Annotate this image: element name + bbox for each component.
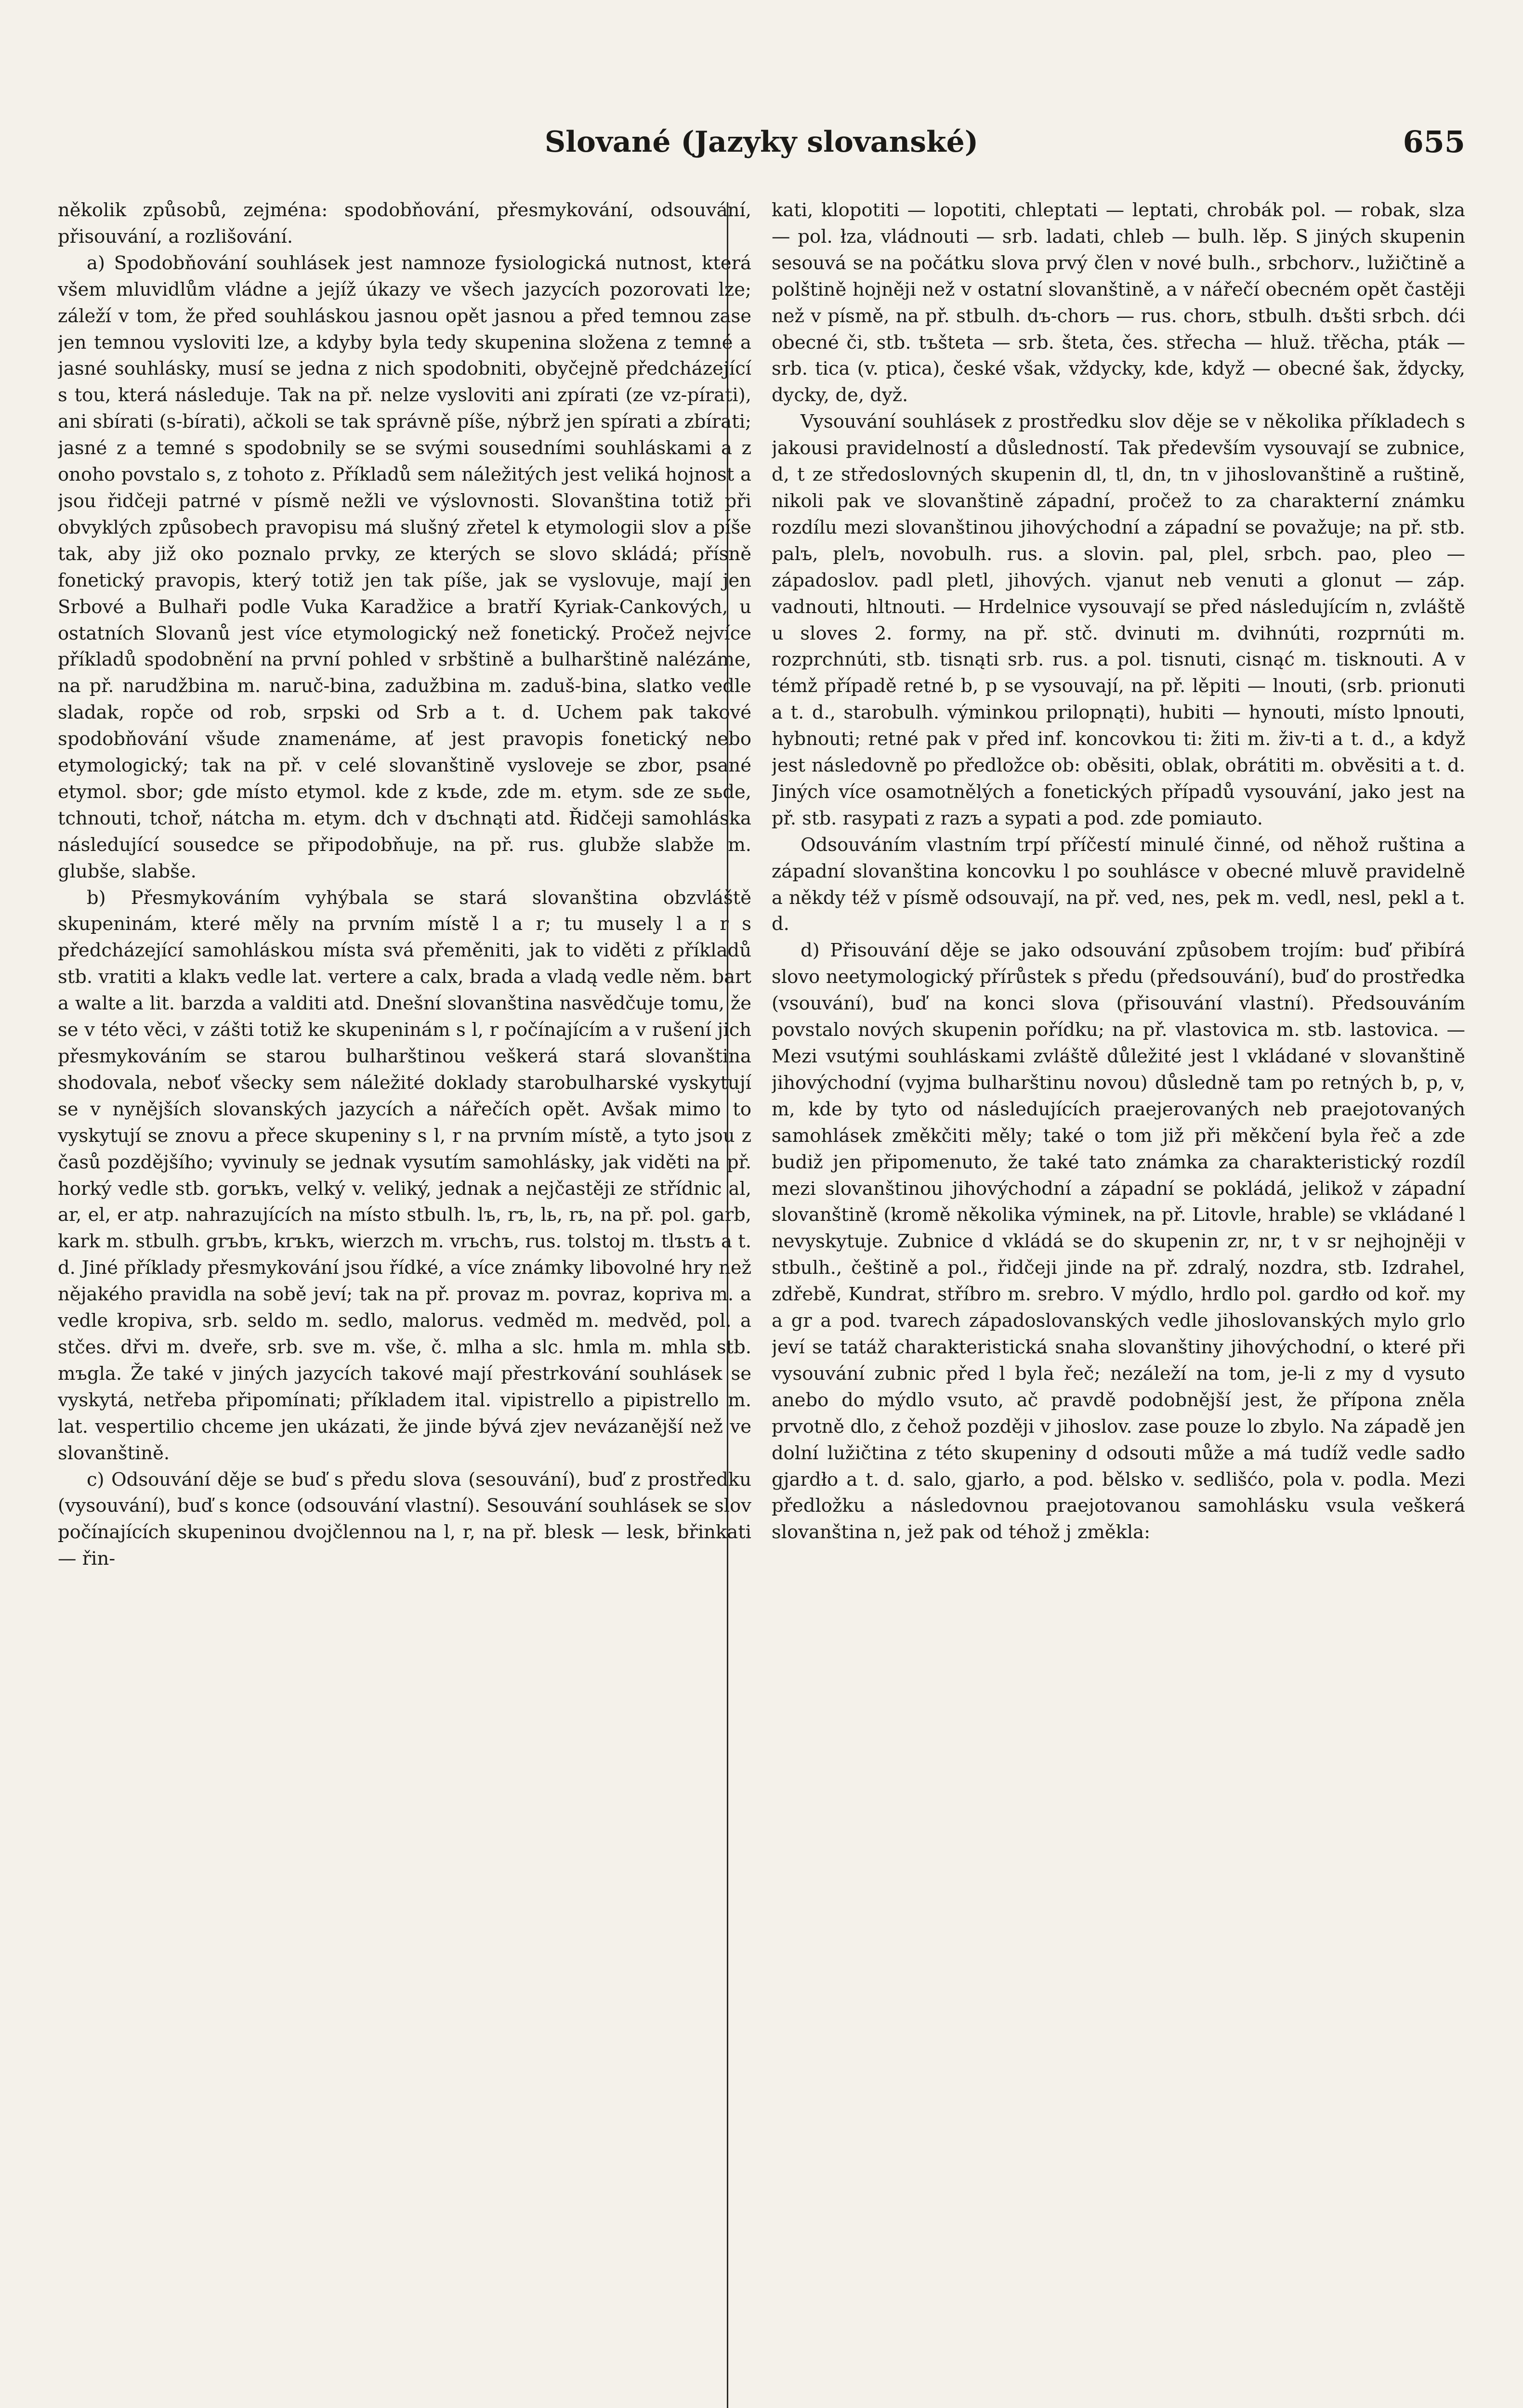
page-number: 655: [1403, 124, 1465, 159]
paragraph: kati, klopotiti — lopotiti, chleptati — leptati, chrobák pol. — robak, slza — pol. łza, vládnouti — srb. ladati, chleb — bulh. lěp. S jiných skupenin sesouvá se na počátku slova prvý člen v nové bulh., srbchorv., lužičtině a polštině hojněji než v ostatní slovanštině, a v nářečí obecném opět častěji než v písmě, na př. stbulh. dъ-chorь — rus. chorь, stbulh. dъšti srbch. dći obecné či, stb. tъšteta — srb. šteta, čes. střecha — hluž. třěcha, pták — srb. tica (v. ptica), české však, vždycky, kde, když — obecné šak, ždycky, dycky, de, dyž.: [772, 199, 1465, 406]
paragraph: Vysouvání souhlásek z prostředku slov děje se v několika příkladech s jakousi pravidelností a důsledností. Tak především vysouvají se zubnice, d, t ze středoslovných skupenin dl, tl, dn, tn v jihoslovanštině a ruštině, nikoli pak ve slovanštině západní, pročež to za charakterní známku rozdílu mezi slovanštinou jihovýchodní a západní se považuje; na př. stb. palъ, plelъ, novobulh. rus. a slovin. pal, plel, srbch. pao, pleo — západoslov. padl pletl, jihových. vjanut neb venuti a glonut — záp. vadnouti, hltnouti. — Hrdelnice vysouvají se před následujícím n, zvláště u sloves 2. formy, na př. stč. dvinuti m. dvihnúti, rozprnúti m. rozprchnúti, stb. tisnąti srb. rus. a pol. tisnuti, cisnąć m. tisknouti. A v témž případě retné b, p se vysouvají, na př. lěpiti — lnouti, (srb. prionuti a t. d., starobulh. výminkou prilopnąti), hubiti — hynouti, místo lpnouti, hybnouti; retné pak v před inf. koncovkou ti: žiti m. živ-ti a t. d., a když jest následovně po předložce ob: oběsiti, oblak, obrátiti m. obvěsiti a t. d. Jiných více osamotnělých a fonetických případů vysouvání, jako jest na př. stb. rasypati z razъ a sypati a pod. zde pomiauto.: [772, 411, 1465, 829]
paragraph: c) Odsouvání děje se buď s předu slova (sesouvání), buď z prostředku (vysouvání), buď s konce (odsouvání vlastní). Sesouvání souhlásek se slov počínajících skupeninou dvojčlennou na l, r, na př. blesk — lesk, břinkati — řin-: [58, 1468, 751, 1570]
paragraph: několik způsobů, zejména: spodobňování, přesmykování, odsouvání, přisouvání, a rozlišování.: [58, 199, 751, 248]
page-title: Slované (Jazyky slovanské): [544, 125, 979, 159]
text-columns: [58, 197, 1465, 2408]
paragraph: a) Spodobňování souhlásek jest namnoze fysiologická nutnost, která všem mluvidlům vládne a jejíž úkazy ve všech jazycích pozorovati lze; záleží v tom, že před souhláskou jasnou opět jasnou a před temnou zase jen temnou vysloviti lze, a kdyby byla tedy skupenina složena z temné a jasné souhlásky, musí se jedna z nich spodobniti, obyčejně předcházející s tou, která následuje. Tak na př. nelze vysloviti ani zpírati (ze vz-pírati), ani sbírati (s-bírati), ačkoli se tak správně píše, nýbrž jen spírati a zbírati; jasné z a temné s spodobnily se se svými sousedními souhláskami a z onoho povstalo s, z tohoto z. Příkladů sem náležitých jest veliká hojnost a jsou řidčeji patrné v písmě nežli ve výslovnosti. Slovanština totiž při obvyklých způsobech pravopisu má slušný zřetel k etymologii slov a píše tak, aby již oko poznalo prvky, ze kterých se slovo skládá; přísně fonetický pravopis, který totiž jen tak píše, jak se vyslovuje, mají jen Srbové a Bulhaři podle Vuka Karadžice a bratří Kyriak-Cankových, u ostatních Slovanů jest více etymologický než fonetický. Pročež nejvíce příkladů spodobnění na první pohled v srbštině a bulharštině nalézáme, na př. narudžbina m. naruč-bina, zadužbina m. zaduš-bina, slatko vedle sladak, ropče od rob, srpski od Srb a t. d. Uchem pak takové spodobňování všude znamenáme, ať jest pravopis fonetický nebo etymologický; tak na př. v celé slovanštině vysloveje se zbor, psané etymol. sbor; gde místo etymol. kde z kъde, zde m. etym. sde ze sьde, tchnouti, tchoř, nátcha m. etym. dch v dъchnąti atd. Řidčeji samohláska následující sousedce se připodobňuje, na př. rus. glubže slabže m. glubše, slabše.: [58, 252, 751, 882]
paragraph: b) Přesmykováním vyhýbala se stará slovanština obzvláště skupeninám, které měly na prvním místě l a r; tu musely l a r s předcházející samohláskou místa svá přeměniti, jak to viděti z příkladů stb. vratiti a klakъ vedle lat. vertere a calx, brada a vladą vedle něm. bart a walte a lit. barzda a valditi atd. Dnešní slovanština nasvědčuje tomu, že se v této věci, v zášti totiž ke skupeninám s l, r počínajícím a v rušení jich přesmykováním se starou bulharštinou veškerá stará slovanština shodovala, neboť všecky sem náležité doklady starobulharské vyskytují se v nynějších slovanských jazycích a nářečích opět. Avšak mimo to vyskytují se znovu a přece skupeniny s l, r na prvním místě, a tyto jsou z časů pozdějšího; vyvinuly se jednak vysutím samohlásky, jak viděti na př. horký vedle stb. gorъkъ, velký v. veliký, jednak a nejčastěji ze střídnic al, ar, el, er atp. nahrazujících na místo stbulh. lъ, rъ, lь, rь, na př. pol. garb, kark m. stbulh. grъbъ, krъkъ, wierzch m. vrьchъ, rus. tolstoj m. tlъstъ a t. d. Jiné příklady přesmykování jsou řídké, a více známky libovolné hry než nějakého pravidla na sobě jeví; tak na př. provaz m. povraz, kopriva m. a vedle kropiva, srb. seldo m. sedlo, malorus. vedměd m. medvěd, pol. a stčes. dřvi m. dveře, srb. sve m. vše, č. mlha a slc. hmla m. mhla stb. mъgla. Že také v jiných jazycích takové mají přestrkování souhlásek se vyskytá, netřeba připomínati; příkladem ital. vipistrello a pipistrello m. lat. vespertilio chceme jen ukázati, že jinde bývá zjev nevázanější než ve slovanštině.: [58, 887, 751, 1464]
paragraph: Odsouváním vlastním trpí příčestí minulé činné, od něhož ruština a západní slovanština koncovku l po souhlásce v obecné mluvě pravidelně a někdy též v písmě odsouvají, na př. ved, nes, pek m. vedl, nesl, pekl a t. d.: [772, 834, 1465, 935]
left-column: [58, 197, 751, 2408]
page-header: [58, 120, 1465, 164]
paragraph: d) Přisouvání děje se jako odsouvání způsobem trojím: buď přibírá slovo neetymologický přírůstek s předu (předsouvání), buď do prostředka (vsouvání), buď na konci slova (přisouvání vlastní). Předsouváním povstalo nových skupenin pořídku; na př. vlastovica m. stb. lastovica. — Mezi vsutými souhláskami zvláště důležité jest l vkládané v slovanštině jihovýchodní (vyjma bulharštinu novou) důsledně tam po retných b, p, v, m, kde by tytо od následujících praejerovaných neb praejotovaných samohlásek změkčiti měly; také o tom již při měkčení byla řeč a zde budiž jen připomenuto, že také tato známka za charakteristický rozdíl mezi slovanštinou jihovýchodní a západní se pokládá, jelikož v západní slovanštině (kromě několika výminek, na př. Litovle, hrable) se vkládané l nevyskytuje. Zubnice d vkládá se do skupenin zr, nr, t v sr nejhojněji v stbulh., češtině a pol., řidčeji jinde na př. zdralý, nozdra, stb. Izdrahel, zdřebě, Kundrat, stříbro m. srebro. V mýdlo, hrdlo pol. gardło od koř. my a gr a pod. tvarech západoslovanských vedle jihoslovanských mylo grlo jeví se tatáž charakteristická snaha slovanštiny jihovýchodní, o které při vysouvání zubnic před l byla řeč; nezáleží na tom, je-li z my d vysuto anebo do mýdlo vsuto, ač pravdě podobnější jest, že přípona zněla prvotně dlo, z čehož později v jihoslov. zase pouze lo zbylo. Na západě jen dolní lužičtina z této skupeniny d odsouti může a má tudíž vedle sadło gjardło a t. d. salo, gjarło, a pod. bělsko v. sedlišćo, pola v. podla. Mezi předložku a následovnou praejotovanou samohlásku vsula veškerá slovanština n, jež pak od téhož j změkla:: [772, 940, 1465, 1544]
right-column: [772, 197, 1465, 2408]
